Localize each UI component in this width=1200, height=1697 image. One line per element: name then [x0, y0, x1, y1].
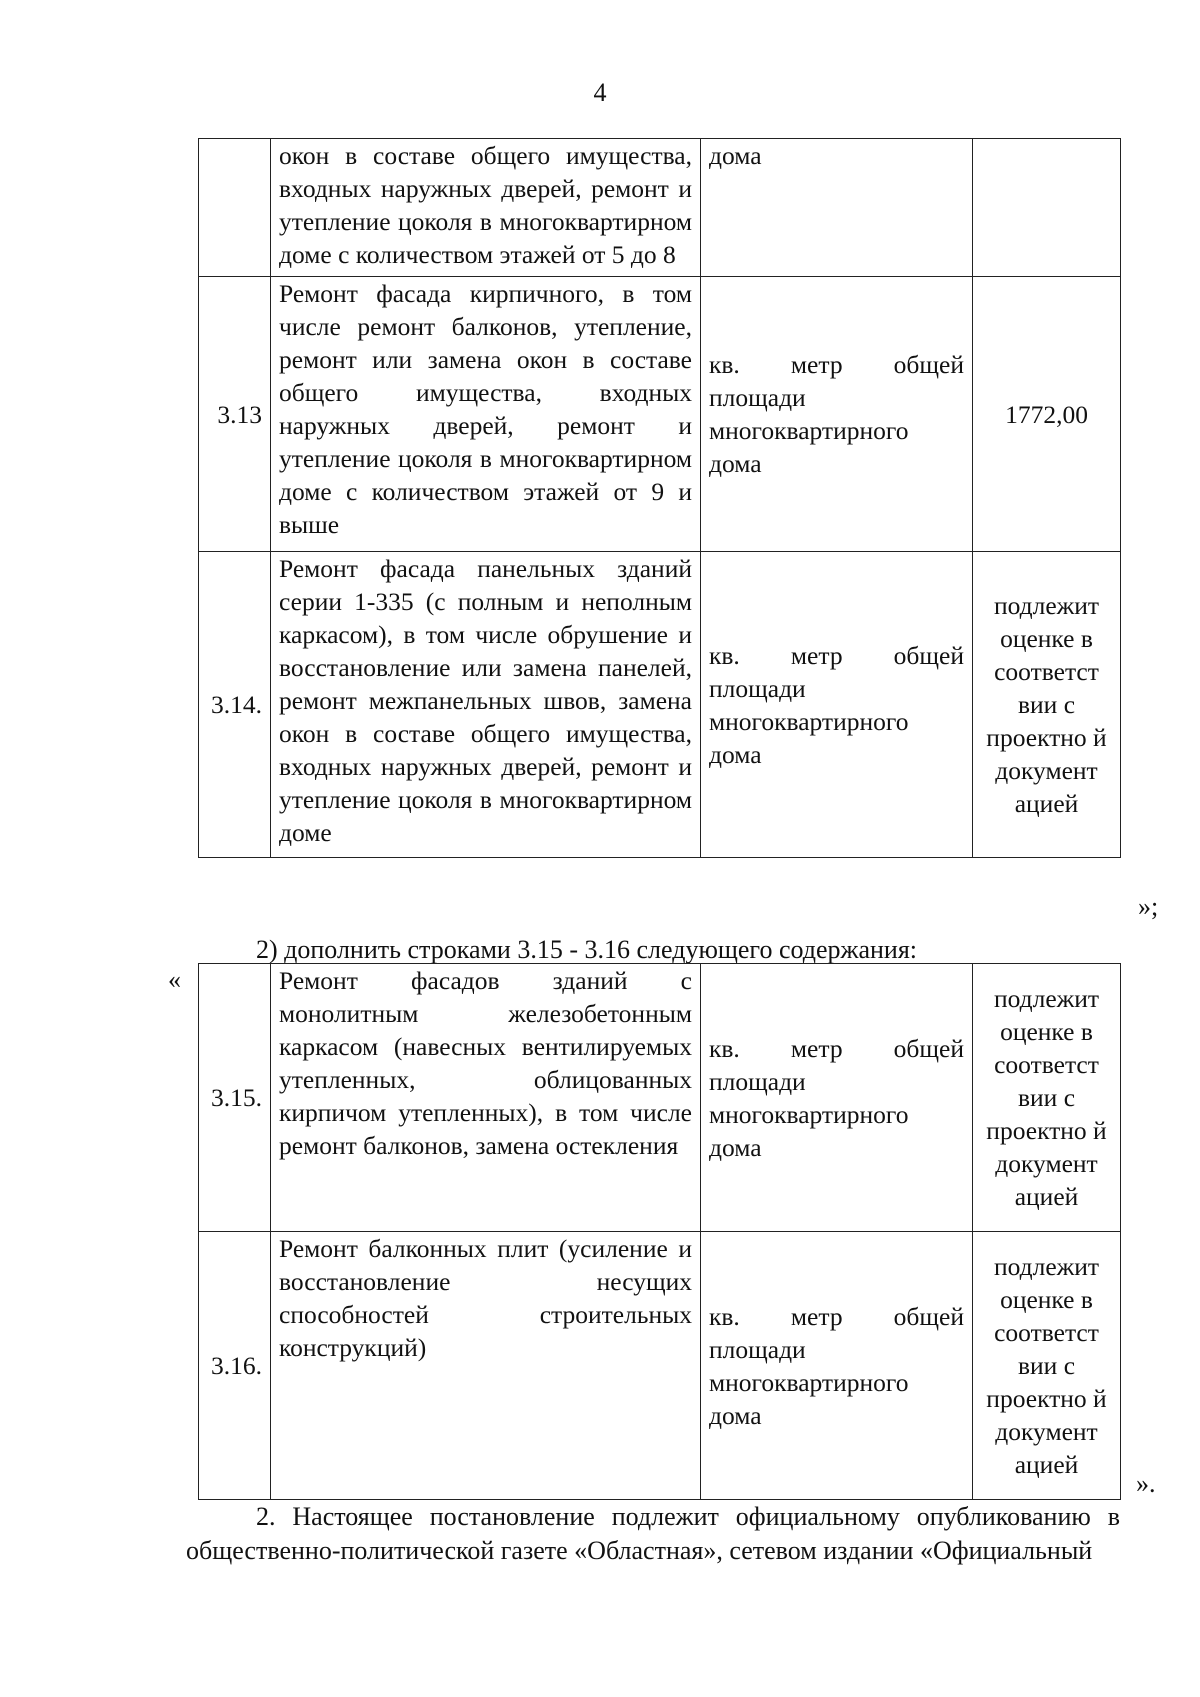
work-name: окон в составе общего имущества, входных наружных дверей, ремонт и утепление цоколя в многоквартирном доме с количеством этажей от 5 до 8: [271, 139, 701, 277]
volume-value: 1772,00: [973, 277, 1121, 552]
unit-of-measure: кв. метр общей площади многоквартирного дома: [701, 964, 973, 1232]
work-name: Ремонт балконных плит (усиление и восстановление несущих способностей строительных конструкций): [271, 1232, 701, 1500]
volume-value: подлежит оценке в соответст вии с проектно й документ ацией: [973, 552, 1121, 858]
volume-value: подлежит оценке в соответст вии с проектно й документ ацией: [973, 964, 1121, 1232]
works-table-continued: [198, 138, 1121, 858]
opening-quote: «: [168, 965, 181, 994]
amendment-line: 2) дополнить строками 3.15 - 3.16 следующего содержания:: [256, 935, 918, 964]
table-row: [199, 964, 1121, 1232]
row-number: [199, 139, 271, 277]
volume-value: подлежит оценке в соответст вии с проектно й документ ацией: [973, 1232, 1121, 1500]
work-name: Ремонт фасада кирпичного, в том числе ремонт балконов, утепление, ремонт или замена окон в составе общего имущества, входных наружных дверей, ремонт и утепление цоколя в многоквартирном доме с количеством этажей от 9 и выше: [271, 277, 701, 552]
row-number: 3.15.: [199, 964, 271, 1232]
closing-quote: »;: [1138, 892, 1159, 921]
table-row: [199, 277, 1121, 552]
paragraph-2: [186, 1500, 1120, 1568]
unit-of-measure: дома: [701, 139, 973, 277]
table-row: [199, 552, 1121, 858]
table-row: [199, 1232, 1121, 1500]
work-name: Ремонт фасада панельных зданий серии 1-335 (с полным и неполным каркасом), в том числе обрушение и восстановление или замена панелей, ремонт межпанельных швов, замена окон в составе общего имущества, входных наружных дверей, ремонт и утепление цоколя в многоквартирном доме: [271, 552, 701, 858]
closing-quote: ».: [1136, 1469, 1156, 1498]
row-number: 3.13: [199, 277, 271, 552]
works-table-additions: [198, 963, 1121, 1500]
unit-of-measure: кв. метр общей площади многоквартирного дома: [701, 552, 973, 858]
volume-value: [973, 139, 1121, 277]
row-number: 3.14.: [199, 552, 271, 858]
row-number: 3.16.: [199, 1232, 271, 1500]
unit-of-measure: кв. метр общей площади многоквартирного дома: [701, 277, 973, 552]
unit-of-measure: кв. метр общей площади многоквартирного дома: [701, 1232, 973, 1500]
paragraph-text: 2. Настоящее постановление подлежит официальному опубликованию в общественно-политической газете «Областная», сетевом издании «Официальный: [186, 1502, 1120, 1565]
work-name: Ремонт фасадов зданий с монолитным железобетонным каркасом (навесных вентилируемых утепленных, облицованных кирпичом утепленных), в том числе ремонт балконов, замена остекления: [271, 964, 701, 1232]
page-number: 4: [593, 78, 607, 107]
table-row: [199, 139, 1121, 277]
